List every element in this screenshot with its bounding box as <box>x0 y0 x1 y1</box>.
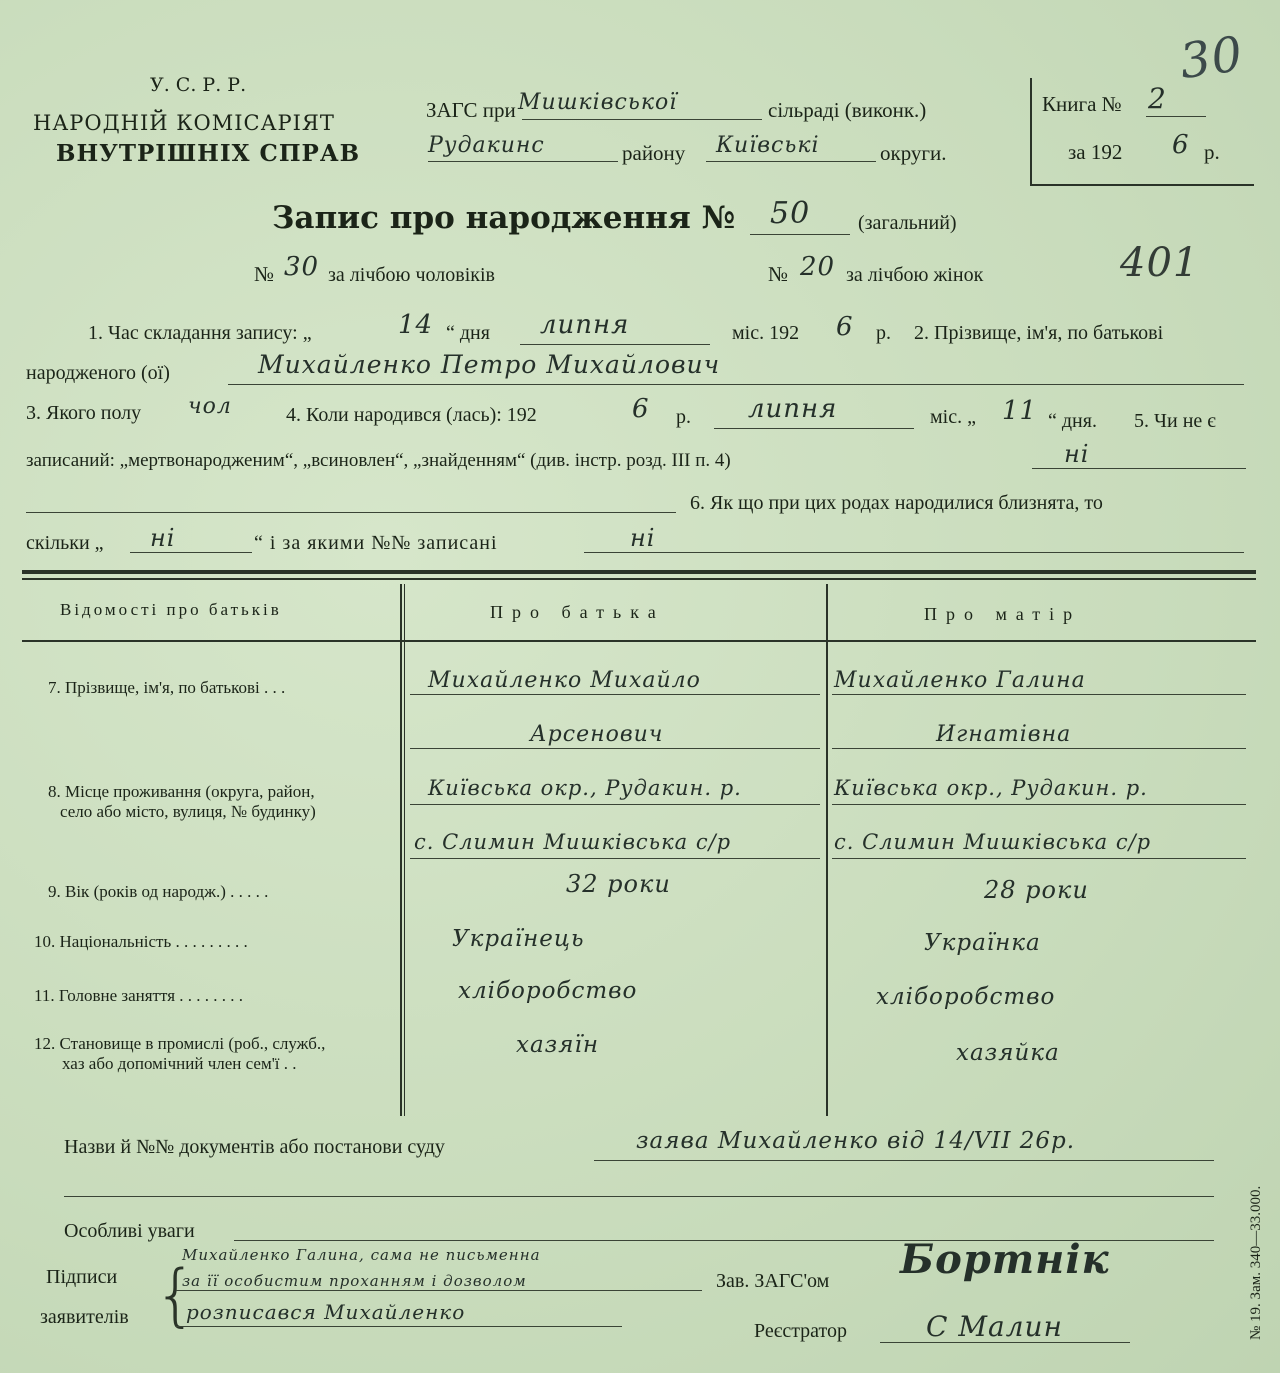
signatures-brace: { <box>154 1256 198 1335</box>
row10-father: Українець <box>452 926 585 952</box>
row7-father-line <box>410 694 820 695</box>
field4-day: 11 <box>1002 396 1038 426</box>
field6-numbers-line <box>584 552 1244 553</box>
row8b-father-line <box>410 858 820 859</box>
row8b-father: с. Слимин Мишківська с/р <box>414 830 732 854</box>
field4-year: 6 <box>632 394 650 424</box>
field6-count-line <box>130 552 252 553</box>
field1-mis: міс. 192 <box>732 322 800 344</box>
field1-month: липня <box>540 310 630 340</box>
table-header-mother: Про матір <box>924 604 1082 624</box>
row8-mother: Київська окр., Рудакин. р. <box>834 776 1148 800</box>
row8-father: Київська окр., Рудакин. р. <box>428 776 742 800</box>
zags-district-handwritten: Рудакинс <box>428 133 545 158</box>
row12-label: 12. Становище в промислі (роб., служб., <box>34 1034 326 1053</box>
signatures-label: Підписи <box>46 1266 118 1288</box>
field6-label: 6. Як що при цих родах народилися близнята, то <box>690 492 1103 514</box>
field3-value: чол <box>188 394 232 419</box>
men-prefix: № <box>254 262 275 286</box>
row8b-mother: с. Слимин Мишківська с/р <box>834 830 1152 854</box>
field4-label: 4. Коли народився (лась): 192 <box>286 404 537 426</box>
table-header-parents: Відомості про батьків <box>60 600 282 619</box>
head-label: Зав. ЗАГС'ом <box>716 1270 830 1292</box>
row7-father: Михайленко Михайло <box>428 668 701 693</box>
field5-value: ні <box>1064 440 1090 468</box>
zags-suffix: сільраді (виконк.) <box>768 98 927 122</box>
table-header-rule <box>22 640 1256 642</box>
women-prefix: № <box>768 262 789 286</box>
field1-month-line <box>520 344 710 345</box>
zags-village-line <box>522 119 762 120</box>
signature-line-1: Михайленко Галина, сама не письменна <box>182 1246 541 1264</box>
field1-mid: “ дня <box>446 322 490 344</box>
field4-month-line <box>714 428 914 429</box>
row7-label: 7. Прізвище, ім'я, по батькові . . . <box>48 678 286 697</box>
row8-father-line <box>410 804 820 805</box>
field1-year: 6 <box>836 312 854 342</box>
book-number-line <box>1146 116 1206 117</box>
row8-label: 8. Місце проживання (округа, район, <box>48 782 315 801</box>
field6-blank-line <box>26 512 676 513</box>
field6-value: ні <box>150 524 176 552</box>
field2-prefix: народженого (ої) <box>26 362 170 384</box>
documents-line <box>594 1160 1214 1161</box>
field5-line2: записаний: „мертвонародженим“, „всиновлен“, „знайденням“ (див. інстр. розд. III п. 4) <box>26 450 731 471</box>
row11-label: 11. Головне заняття . . . . . . . . <box>34 986 244 1005</box>
row7-mother: Михайленко Галина <box>834 668 1086 693</box>
field5-line <box>1032 468 1246 469</box>
field2-label: 2. Прізвище, ім'я, по батькові <box>914 322 1164 344</box>
signature-underline-2 <box>176 1290 702 1291</box>
book-year-suffix: р. <box>1204 140 1220 164</box>
table-divider-2 <box>826 584 828 1116</box>
zags-district-label: району <box>622 141 686 165</box>
row7b-father: Арсенович <box>530 722 664 747</box>
row10-label: 10. Національність . . . . . . . . . <box>34 932 248 951</box>
zags-village-handwritten: Мишківської <box>518 90 678 115</box>
notes-label: Особливі уваги <box>64 1220 195 1242</box>
row7-mother-line <box>832 694 1246 695</box>
row9-label: 9. Вік (років од народж.) . . . . . <box>48 882 269 901</box>
row11-father: хліборобство <box>458 978 638 1004</box>
field5-label: 5. Чи не є <box>1134 410 1216 432</box>
zags-prefix: ЗАГС при <box>426 98 516 122</box>
ministry-label: ВНУТРІШНІХ СПРАВ <box>56 140 361 167</box>
record-title-suffix: (загальний) <box>858 212 957 234</box>
field2-value: Михайленко Петро Михайлович <box>258 350 721 379</box>
row8b-mother-line <box>832 858 1246 859</box>
table-divider-1 <box>400 584 402 1116</box>
row7b-mother: Игнатівна <box>936 722 1072 747</box>
signatures-label2: заявителів <box>40 1306 129 1328</box>
record-number: 50 <box>770 196 811 231</box>
row7b-father-line <box>410 748 820 749</box>
book-year-digit: 6 <box>1172 130 1190 160</box>
field1-prefix: 1. Час складання запису: „ <box>88 322 312 344</box>
record-number-line <box>750 234 850 235</box>
signature-underline-3 <box>176 1326 622 1327</box>
registrar-signature: С Малин <box>926 1310 1063 1343</box>
signature-line-2: за її особистим проханням і дозволом <box>182 1272 527 1290</box>
field1-day: 14 <box>398 310 434 340</box>
republic-label: У. С. Р. Р. <box>150 74 247 96</box>
table-divider-1b <box>404 584 405 1116</box>
row11-mother: хліборобство <box>876 984 1056 1010</box>
commissariat-label: НАРОДНІЙ КОМІСАРІЯТ <box>33 111 335 135</box>
field3-prefix: 3. Якого полу <box>26 402 142 424</box>
record-title: Запис про народження № <box>272 200 736 236</box>
field6-mid: “ і за якими №№ записані <box>254 532 498 554</box>
row7b-mother-line <box>832 748 1246 749</box>
row8-label2: село або місто, вулиця, № будинку) <box>60 802 316 821</box>
table-top-rule-thin <box>22 578 1256 580</box>
men-suffix: за лічбою чоловіків <box>328 264 495 286</box>
row9-father: 32 роки <box>566 870 671 898</box>
registrar-label: Реєстратор <box>754 1320 848 1342</box>
women-number: 20 <box>800 252 836 282</box>
table-top-rule <box>22 570 1256 574</box>
signature-line-3: розписався Михайленко <box>186 1300 466 1324</box>
field4-r: р. <box>676 406 691 428</box>
row10-mother: Українка <box>924 930 1041 956</box>
zags-okruha-label: округи. <box>880 141 947 165</box>
women-suffix: за лічбою жінок <box>846 264 984 286</box>
documents-label: Назви й №№ документів або постанови суду <box>64 1136 445 1158</box>
corner-mark: 30 <box>1176 25 1247 91</box>
zags-district-line <box>428 161 618 162</box>
book-label: Книга № <box>1042 92 1122 116</box>
documents-line-2 <box>64 1196 1214 1197</box>
right-mark: 401 <box>1120 240 1200 286</box>
men-number: 30 <box>284 252 320 282</box>
zags-okruha-line <box>706 161 876 162</box>
margin-print: № 19. Зам. 340—33.000. <box>1248 1185 1264 1340</box>
row8-mother-line <box>832 804 1246 805</box>
row12-label2: хаз або допомічний член сем'ї . . <box>62 1054 297 1073</box>
field1-r: р. <box>876 322 891 344</box>
field4-dnia: “ дня. <box>1048 410 1097 432</box>
zags-okruha-handwritten: Київські <box>716 133 820 158</box>
row12-mother: хазяйка <box>956 1040 1060 1066</box>
field2-line <box>228 384 1244 385</box>
registrar-line <box>880 1342 1130 1343</box>
book-year-prefix: за 192 <box>1068 140 1123 164</box>
documents-value: заява Михайленко від 14/VII 26р. <box>636 1128 1076 1154</box>
field6-skilky: скільки „ <box>26 532 104 554</box>
field4-month: липня <box>748 394 838 424</box>
row9-mother: 28 роки <box>984 876 1089 904</box>
table-header-father: Про батька <box>490 602 665 622</box>
book-number: 2 <box>1148 82 1167 115</box>
head-signature: Бортнік <box>900 1236 1110 1283</box>
row12-father: хазяїн <box>516 1032 599 1058</box>
field4-mis: міс. „ <box>930 406 976 428</box>
field6-value2: ні <box>630 524 656 552</box>
